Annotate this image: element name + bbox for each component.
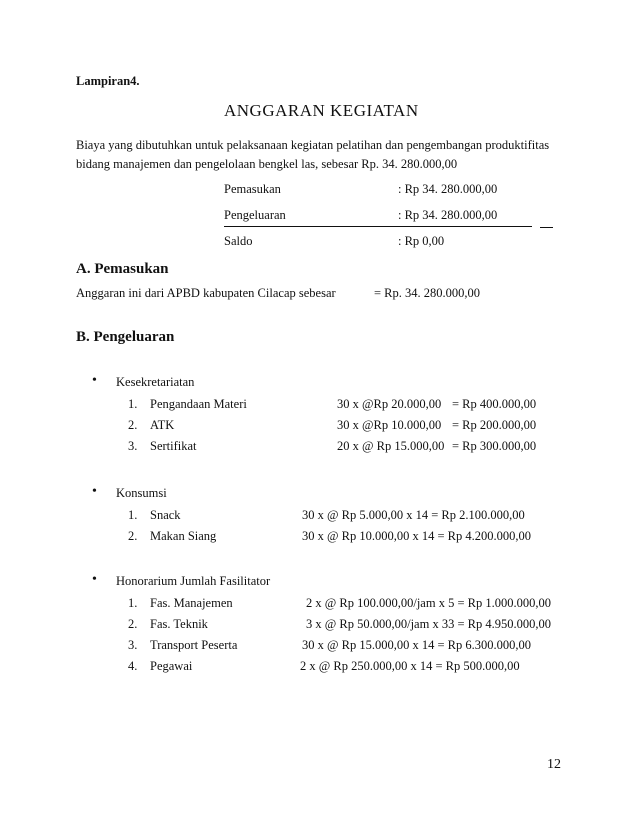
item-calc: 30 x @ Rp 5.000,00 x 14 = Rp 2.100.000,00: [302, 508, 525, 522]
section-a-text: Anggaran ini dari APBD kabupaten Cilacap sebesar: [76, 286, 336, 300]
intro-line-2: bidang manajemen dan pengelolaan bengkel las, sebesar Rp. 34. 280.000,00: [76, 157, 458, 171]
page-title: ANGGARAN KEGIATAN: [224, 101, 419, 120]
section-b-heading: B. Pengeluaran: [76, 329, 175, 345]
item-calc: 30 x @ Rp 15.000,00 x 14 = Rp 6.300.000,00: [302, 638, 531, 652]
item-number: 1.: [128, 596, 138, 610]
item-total: = Rp 200.000,00: [452, 418, 537, 432]
bullet-icon: •: [92, 572, 97, 587]
item-calc: 3 x @ Rp 50.000,00/jam x 33 = Rp 4.950.000,00: [306, 617, 551, 631]
page-number: 12: [547, 757, 561, 772]
item-name: Fas. Teknik: [150, 617, 208, 631]
summary-expense-value: : Rp 34. 280.000,00: [398, 208, 498, 222]
item-name: Transport Peserta: [150, 638, 238, 652]
summary-income-value: : Rp 34. 280.000,00: [398, 182, 498, 196]
group-title-honorarium: Honorarium Jumlah Fasilitator: [116, 574, 271, 588]
item-number: 4.: [128, 659, 138, 673]
item-number: 2.: [128, 617, 138, 631]
item-calc: 30 x @Rp 10.000,00: [337, 418, 442, 432]
item-number: 1.: [128, 508, 138, 522]
item-name: Pegawai: [150, 659, 193, 673]
item-name: Fas. Manajemen: [150, 596, 233, 610]
item-name: ATK: [150, 418, 175, 432]
item-name: Sertifikat: [150, 439, 197, 453]
group-title-kesekretariatan: Kesekretariatan: [116, 375, 195, 389]
item-name: Pengandaan Materi: [150, 397, 247, 411]
summary-income-label: Pemasukan: [224, 182, 281, 196]
item-number: 3.: [128, 638, 138, 652]
summary-expense-label: Pengeluaran: [224, 208, 286, 222]
item-number: 1.: [128, 397, 138, 411]
item-name: Snack: [150, 508, 181, 522]
intro-line-1: Biaya yang dibutuhkan untuk pelaksanaan kegiatan pelatihan dan pengembangan produktifitas: [76, 138, 550, 152]
bullet-icon: •: [92, 373, 97, 388]
summary-subtract-mark: [540, 227, 553, 228]
item-number: 3.: [128, 439, 138, 453]
group-title-konsumsi: Konsumsi: [116, 486, 167, 500]
item-number: 2.: [128, 418, 138, 432]
item-total: = Rp 300.000,00: [452, 439, 537, 453]
item-number: 2.: [128, 529, 138, 543]
attachment-label: Lampiran4.: [76, 74, 140, 88]
item-name: Makan Siang: [150, 529, 217, 543]
summary-balance-label: Saldo: [224, 234, 253, 248]
item-calc: 30 x @ Rp 10.000,00 x 14 = Rp 4.200.000,00: [302, 529, 531, 543]
item-total: = Rp 400.000,00: [452, 397, 537, 411]
item-calc: 30 x @Rp 20.000,00: [337, 397, 442, 411]
item-calc: 20 x @ Rp 15.000,00: [337, 439, 445, 453]
section-a-amount: = Rp. 34. 280.000,00: [374, 286, 481, 300]
summary-underline: [224, 226, 532, 227]
item-calc: 2 x @ Rp 250.000,00 x 14 = Rp 500.000,00: [300, 659, 520, 673]
bullet-icon: •: [92, 484, 97, 499]
summary-balance-value: : Rp 0,00: [398, 234, 445, 248]
section-a-heading: A. Pemasukan: [76, 261, 169, 277]
item-calc: 2 x @ Rp 100.000,00/jam x 5 = Rp 1.000.000,00: [306, 596, 551, 610]
